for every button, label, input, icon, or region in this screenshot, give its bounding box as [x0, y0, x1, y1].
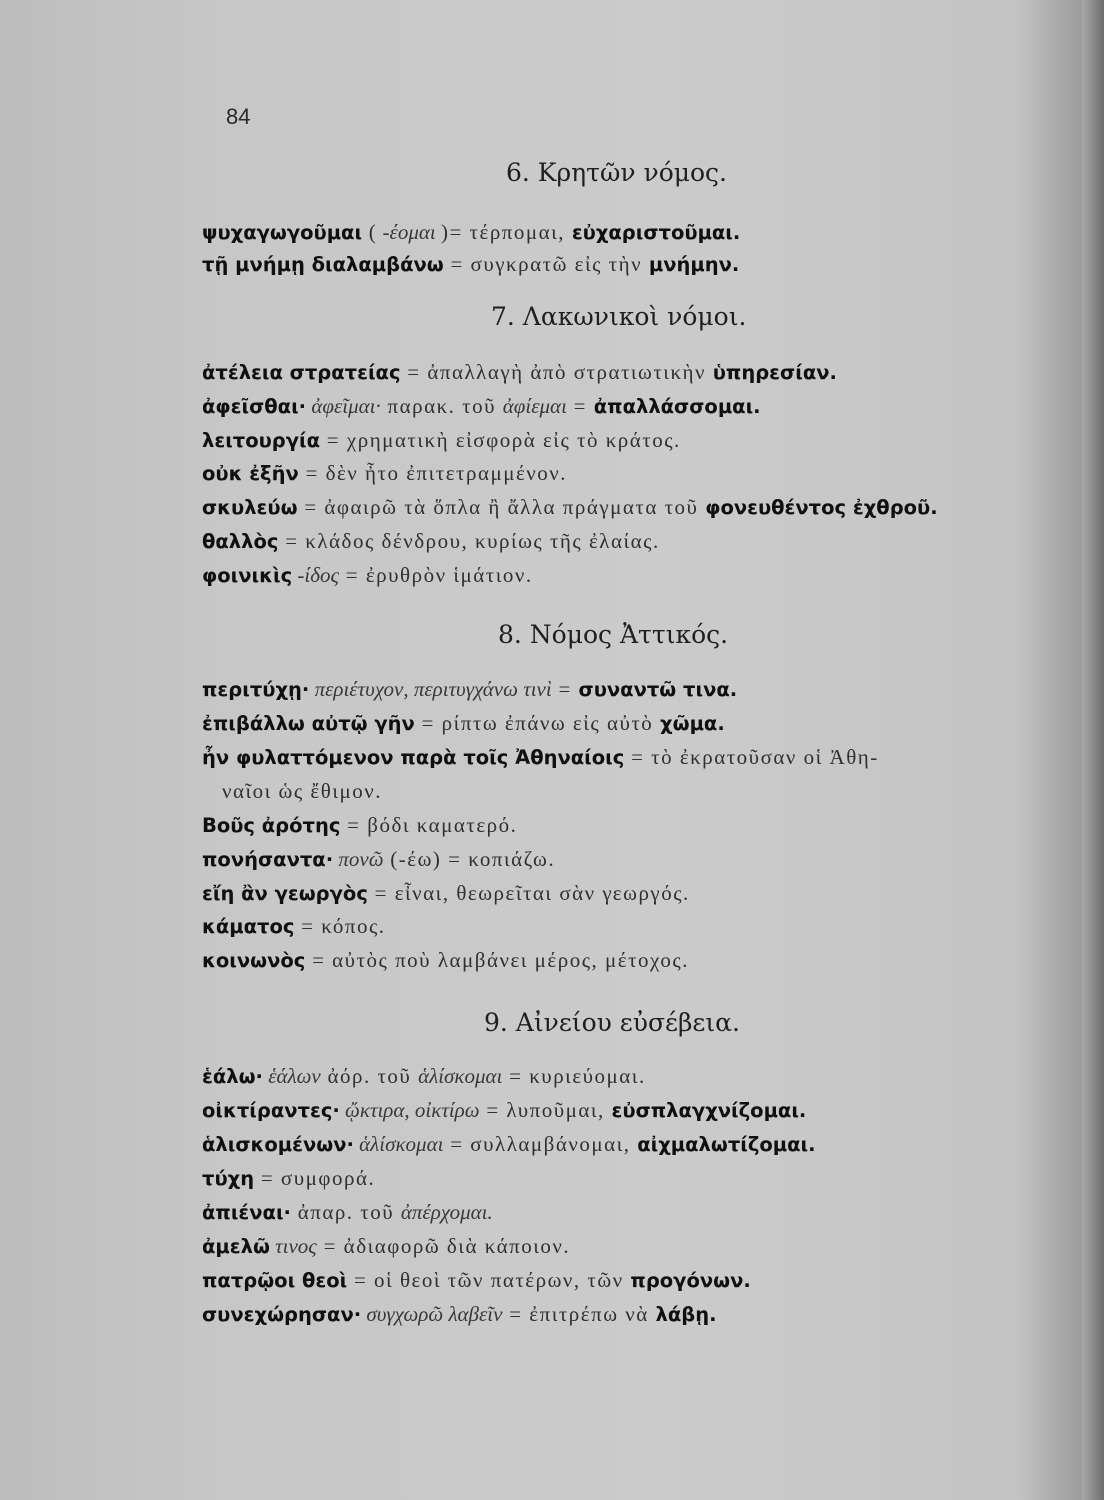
- section-heading-8: 8. Νόμος Ἀττικός.: [498, 620, 729, 649]
- section-heading-7: 7. Λακωνικοὶ νόμοι.: [491, 302, 747, 331]
- italic-form: ἀφίεμαι: [502, 394, 567, 418]
- definition-text: = ἐρυθρὸν ἱμάτιον.: [339, 563, 533, 587]
- entry-line: [202, 358, 837, 387]
- italic-form: ἑάλων: [262, 1064, 321, 1088]
- bold-word: λάβῃ.: [655, 1303, 717, 1326]
- headword: ἁλισκομένων·: [202, 1133, 354, 1156]
- entry-line: [202, 912, 386, 941]
- headword: φοινικὶς: [202, 564, 293, 587]
- headword: τῇ μνήμῃ διαλαμβάνω: [202, 253, 444, 276]
- entry-line: [202, 1062, 646, 1091]
- entry-line: [202, 392, 761, 421]
- definition-text: = συλλαμβάνομαι,: [443, 1132, 638, 1156]
- definition-text: ἀπαρ. τοῦ: [290, 1200, 401, 1224]
- italic-form: συγχωρῶ λαβεῖν: [361, 1302, 503, 1326]
- entry-line: [202, 561, 533, 590]
- bold-word: προγόνων.: [630, 1269, 751, 1292]
- entry-line: [202, 845, 555, 874]
- italic-form: -ίδος: [292, 563, 340, 587]
- entry-line: [202, 675, 737, 704]
- definition-text: = ἀπαλλαγὴ ἀπὸ στρατιωτικὴν: [400, 360, 713, 384]
- italic-form: τινος: [269, 1234, 317, 1258]
- headword: ἦν φυλαττόμενον παρὰ τοῖς Ἀθηναίοις: [202, 746, 625, 769]
- entry-line: [202, 946, 689, 975]
- headword: οὐκ ἐξῆν: [202, 462, 299, 485]
- definition-text: = συγκρατῶ εἰς τὴν: [443, 252, 649, 276]
- section-heading-9: 9. Αἰνείου εὐσέβεια.: [484, 1008, 741, 1037]
- bold-word: ἀπαλλάσσομαι.: [593, 395, 761, 418]
- headword: ἐπιβάλλω αὐτῷ γῆν: [202, 712, 415, 735]
- definition-text: (-έω) = κοπιάζω.: [383, 847, 556, 871]
- definition-text: παρακ. τοῦ: [380, 394, 503, 418]
- headword: κάματος: [202, 915, 295, 938]
- headword: λειτουργία: [202, 429, 321, 452]
- entry-line: [202, 1096, 806, 1125]
- headword: θαλλὸς: [202, 530, 279, 553]
- entry-line: [202, 1266, 751, 1295]
- entry-line: [202, 426, 681, 455]
- bold-word: χῶμα.: [660, 712, 725, 735]
- entry-line: [222, 777, 382, 806]
- entry-line: [202, 811, 517, 840]
- headword: πατρῷοι θεοὶ: [202, 1269, 348, 1292]
- definition-text: = ρίπτω ἐπάνω εἰς αὐτὸ: [414, 711, 661, 735]
- entry-line: [202, 1232, 570, 1261]
- bold-word: συναντῶ τινα.: [578, 678, 738, 701]
- definition-text: = κυριεύομαι.: [502, 1064, 646, 1088]
- definition-text: = ἐπιτρέπω νὰ: [502, 1302, 656, 1326]
- entry-line: [202, 250, 739, 279]
- definition-text: =: [566, 394, 594, 418]
- italic-form: περιέτυχον, περιτυγχάνω τινὶ: [309, 677, 552, 701]
- headword: κοινωνὸς: [202, 949, 306, 972]
- entry-line: [202, 879, 690, 908]
- definition-text: = εἶναι, θεωρεῖται σὰν γεωργός.: [367, 881, 690, 905]
- definition-text: ναῖοι ὡς ἔθιμον.: [222, 779, 382, 803]
- definition-text: = βόδι καματερό.: [340, 813, 518, 837]
- bold-word: αἰχμαλωτίζομαι.: [637, 1133, 816, 1156]
- headword: ἀτέλεια στρατείας: [202, 361, 401, 384]
- italic-form: ἀφεῖμαι·: [306, 394, 381, 418]
- headword: ἑάλω·: [202, 1065, 263, 1088]
- headword: οἰκτίραντες·: [202, 1099, 340, 1122]
- definition-text: = τὸ ἐκρατοῦσαν οἱ Ἀθη-: [624, 745, 879, 769]
- definition-text: = κλάδος δένδρου, κυρίως τῆς ἐλαίας.: [278, 529, 660, 553]
- page-number: 84: [226, 104, 251, 129]
- headword: ἀφεῖσθαι·: [202, 395, 307, 418]
- definition-text: ἀόρ. τοῦ: [320, 1064, 419, 1088]
- italic-form: πονῶ: [333, 847, 384, 871]
- entry-line: [202, 1198, 493, 1227]
- bold-word: μνήμην.: [648, 253, 740, 276]
- definition-text: )= τέρπομαι,: [440, 220, 572, 244]
- headword: πονήσαντα·: [202, 848, 334, 871]
- entry-line: [202, 493, 938, 522]
- entry-line: [202, 527, 660, 556]
- entry-line: [202, 1130, 816, 1159]
- bold-word: εὐχαριστοῦμαι.: [571, 221, 741, 244]
- definition-text: = κόπος.: [294, 914, 386, 938]
- headword: σκυλεύω: [202, 496, 298, 519]
- definition-text: = ἀφαιρῶ τὰ ὅπλα ἢ ἄλλα πράγματα τοῦ: [297, 495, 706, 519]
- italic-form: ἀπέρχομαι.: [400, 1200, 493, 1224]
- bold-word: εὐσπλαγχνίζομαι.: [611, 1099, 807, 1122]
- headword: ἀμελῶ: [202, 1235, 270, 1258]
- entry-line: [202, 1164, 375, 1193]
- italic-form: ἁλίσκομαι: [353, 1132, 444, 1156]
- definition-text: = αὐτὸς ποὺ λαμβάνει μέρος, μέτοχος.: [305, 948, 689, 972]
- definition-text: = συμφορά.: [254, 1166, 376, 1190]
- headword: ψυχαγωγοῦμαι: [202, 221, 363, 244]
- definition-text: = δὲν ἦτο ἐπιτετραμμένον.: [298, 461, 568, 485]
- definition-text: = ἀδιαφορῶ διὰ κάποιον.: [316, 1234, 571, 1258]
- definition-text: = χρηματικὴ εἰσφορὰ εἰς τὸ κράτος.: [320, 428, 681, 452]
- entry-line: [202, 1300, 717, 1329]
- bold-word: ὑπηρεσίαν.: [712, 361, 837, 384]
- headword: συνεχώρησαν·: [202, 1303, 362, 1326]
- section-heading-6: 6. Κρητῶν νόμος.: [506, 158, 728, 187]
- italic-form: ᾤκτιρα, οἰκτίρω: [339, 1098, 480, 1122]
- page-spine-edge: [1082, 0, 1104, 1500]
- definition-text: (: [362, 220, 378, 244]
- definition-text: =: [551, 677, 579, 701]
- entry-line: [202, 709, 725, 738]
- definition-text: = λυποῦμαι,: [479, 1098, 612, 1122]
- entry-line: [202, 218, 740, 247]
- headword: ἀπιέναι·: [202, 1201, 291, 1224]
- entry-line: [202, 459, 567, 488]
- headword: Βοῦς ἀρότης: [202, 814, 341, 837]
- entry-line: [202, 743, 879, 772]
- definition-text: = οἱ θεοὶ τῶν πατέρων, τῶν: [347, 1268, 631, 1292]
- italic-form: -έομαι: [377, 220, 441, 244]
- bold-word: φονευθέντος ἐχθροῦ.: [705, 496, 938, 519]
- headword: περιτύχῃ·: [202, 678, 310, 701]
- italic-form: ἁλίσκομαι: [418, 1064, 503, 1088]
- headword: τύχη: [202, 1167, 255, 1190]
- headword: εἴη ἂν γεωργὸς: [202, 882, 368, 905]
